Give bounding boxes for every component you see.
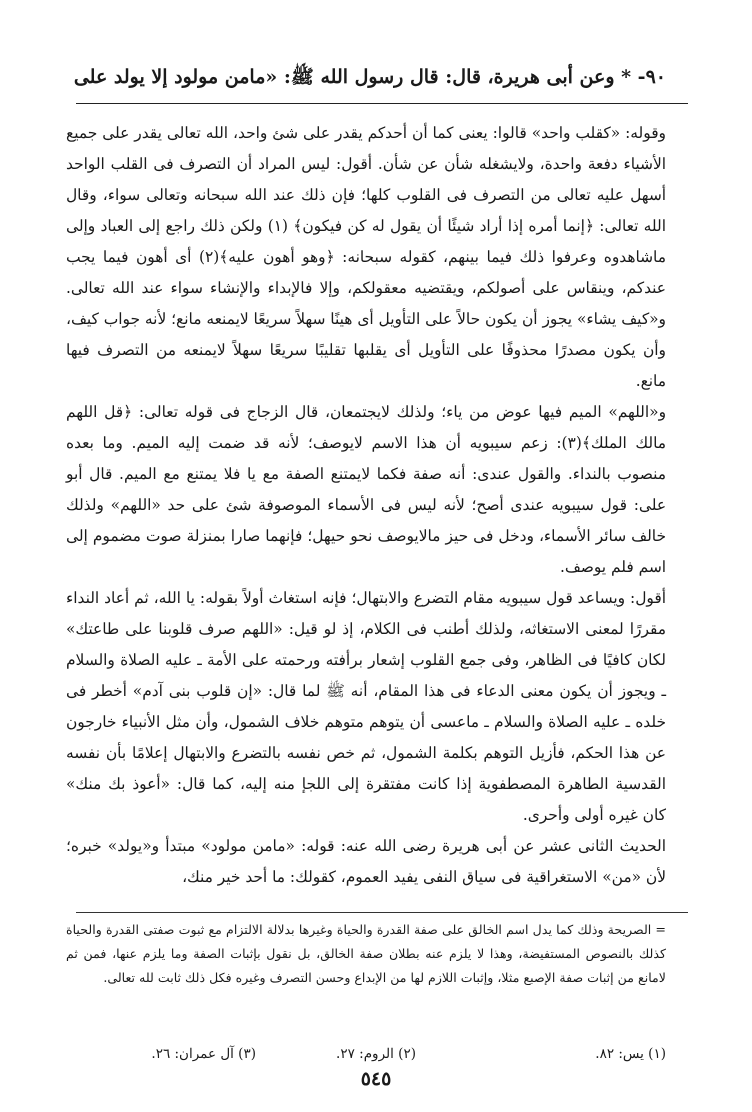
- header-divider: [76, 103, 688, 104]
- footnote-ref-2: (٢) الروم: ٢٧.: [336, 1046, 416, 1062]
- paragraph-commentary-2: و«اللهم» الميم فيها عوض من ياء؛ ولذلك لايجتمعان، قال الزجاج فى قوله تعالى: ﴿قل اللهم مالك الملك﴾(٣): زعم سيبويه أن هذا الاسم لايوصف؛ لأنه قد ضمت إليه الميم. وما بعده منصوب بالنداء. والقول عندى: أنه صفة فكما لايمتنع الصفة مع يا فلا يمتنع مع الميم. قال أبو على: قول سيبويه عندى أصح؛ لأنه ليس فى الأسماء الموصوفة شئ على حد «اللهم» ولذلك خالف سائر الأسماء، ودخل فى حيز مالايوصف نحو حيهل؛ فإنهما صارا بمنزلة صوت مضموم إلى اسم فلم يوصف.: [66, 403, 666, 576]
- footnote-ref-1: (١) يس: ٨٢.: [595, 1046, 666, 1062]
- paragraph-commentary-4: الحديث الثانى عشر عن أبى هريرة رضى الله عنه: قوله: «مامن مولود» مبتدأ و«يولد» خبره؛ لأن «من» الاستغراقية فى سياق النفى يفيد العموم، كقولك: ما أحد خير منك،: [66, 837, 666, 886]
- commentary-body: [66, 118, 666, 893]
- footnote-continued: = الصريحة وذلك كما يدل اسم الخالق على صفة القدرة والحياة وغيرها بدلالة الالتزام مع ثبوت صفتى القدرة والحياة كذلك بالنصوص المستفيضة، وهذا لا يلزم عنه بطلان صفة الخالق، بل نقول بإثبات الصفة وما يلزم عنها، فمن ثم لامانع من إثبات صفة الإصبع مثلا، وإثبات اللازم لها من الإبداع وحسن التصرف وغيره فكل ذلك ثابت لله تعالى.: [66, 922, 666, 985]
- paragraph-commentary-1: وقوله: «كقلب واحد» قالوا: يعنى كما أن أحدكم يقدر على شئ واحد، الله تعالى يقدر على جميع الأشياء دفعة واحدة، ولايشغله شأن عن شأن. أقول: ليس المراد أن التصرف فى القلب الواحد أسهل عليه تعالى من التصرف فى القلوب كلها؛ فإن ذلك عند الله سبحانه وتعالى سواء، وقال الله تعالى: ﴿إنما أمره إذا أراد شيئًا أن يقول له كن فيكون﴾ (١) ولكن ذلك راجع إلى العباد وإلى ماشاهدوه وعرفوا ذلك فيما بينهم، كقوله سبحانه: ﴿وهو أهون عليه﴾(٢) أى أهون فيما يجب عندكم، وينقاس على أصولكم، ويقتضيه معقولكم، وإلا فالإبداء والإنشاء سواء عند الله تعالى. و«كيف يشاء» يجوز أن يكون حالاً على التأويل أى هينًا سهلاً سريعًا لايمنعه مانع؛ لأنه جواب كيف، وأن يكون مصدرًا محذوفًا على التأويل أى يقلبها تقليبًا سريعًا سهلاً لايمنعه من التصرف فيها مانع.: [66, 124, 666, 390]
- footnote-ref-3: (٣) آل عمران: ٢٦.: [151, 1046, 256, 1062]
- page-number: ٥٤٥: [360, 1068, 392, 1090]
- footnote-divider: [76, 912, 688, 913]
- footnote-references: [66, 1042, 666, 1066]
- paragraph-commentary-3: أقول: ويساعد قول سيبويه مقام التضرع والابتهال؛ فإنه استغاث أولاً بقوله: يا الله، ثم أعاد النداء مقررًا لمعنى الاستغاثه، ولذلك أطنب فى الكلام، إذ لو قيل: «اللهم صرف قلوبنا على طاعتك» لكان كافيًا فى الظاهر، وفى جمع القلوب إشعار برأفته ورحمته على الأمة ـ عليه الصلاة والسلام ـ ويجوز أن يكون معنى الدعاء فى هذا المقام، أنه ﷺ لما قال: «إن قلوب بنى آدم» أخطر فى خلده ـ عليه الصلاة والسلام ـ ماعسى أن يتوهم متوهم خلاف الشمول، وأن مثل الأنبياء خارجون عن هذا الحكم، فأزيل التوهم بكلمة الشمول، ثم خص نفسه بالتضرع والابتهال إعلامًا بأن نفسه القدسية الطاهرة المصطفوية إذا كانت مفتقرة إلى اللجإ منه إليه، كما قال: «أعوذ بك منك» كان غيره أولى وأحرى.: [66, 589, 666, 824]
- page-header-hadith: ٩٠- * وعن أبى هريرة، قال: قال رسول الله ﷺ: «مامن مولود إلا يولد على: [73, 66, 666, 88]
